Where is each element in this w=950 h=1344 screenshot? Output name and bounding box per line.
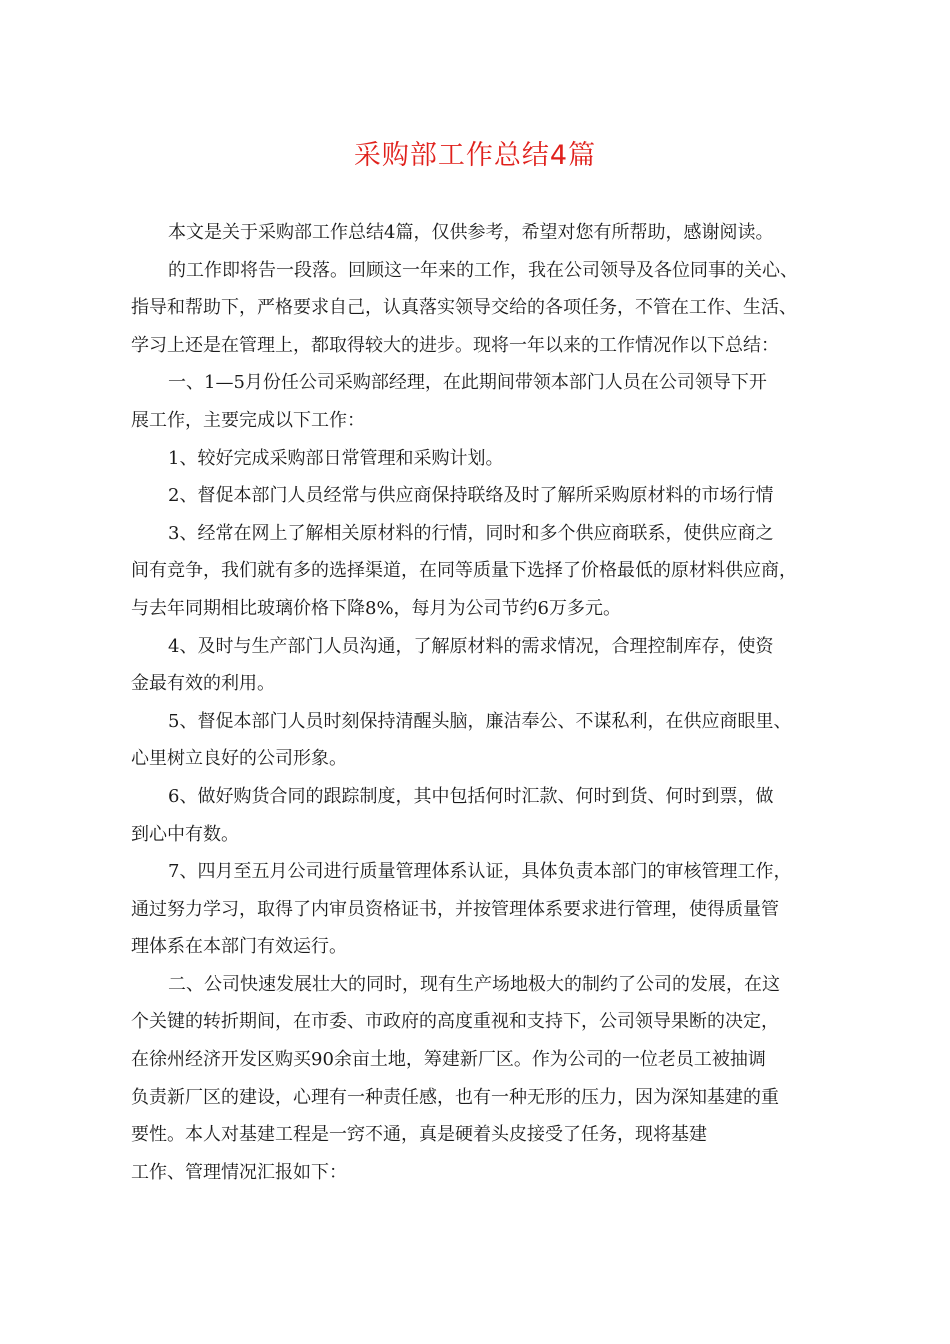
document-body bbox=[131, 214, 831, 1191]
body-line: 通过努力学习，取得了内审员资格证书，并按管理体系要求进行管理，使得质量管 bbox=[131, 898, 779, 920]
body-line: 3、经常在网上了解相关原材料的行情，同时和多个供应商联系，使供应商之 bbox=[168, 522, 774, 544]
body-line: 工作、管理情况汇报如下： bbox=[131, 1161, 347, 1183]
body-line: 5、督促本部门人员时刻保持清醒头脑，廉洁奉公、不谋私利，在供应商眼里、 bbox=[168, 710, 792, 732]
body-line: 在徐州经济开发区购买90余亩土地，筹建新厂区。作为公司的一位老员工被抽调 bbox=[131, 1049, 766, 1071]
body-line: 2、督促本部门人员经常与供应商保持联络及时了解所采购原材料的市场行情 bbox=[168, 485, 774, 507]
body-line: 一、1—5月份任公司采购部经理，在此期间带领本部门人员在公司领导下开 bbox=[168, 372, 767, 394]
body-line: 学习上还是在管理上，都取得较大的进步。现将一年以来的工作情况作以下总结： bbox=[131, 334, 779, 356]
body-line: 到心中有数。 bbox=[131, 823, 239, 845]
body-line: 负责新厂区的建设，心理有一种责任感，也有一种无形的压力，因为深知基建的重 bbox=[131, 1086, 779, 1108]
body-line: 二、公司快速发展壮大的同时，现有生产场地极大的制约了公司的发展，在这 bbox=[168, 973, 780, 995]
body-line: 指导和帮助下，严格要求自己，认真落实领导交给的各项任务，不管在工作、生活、 bbox=[131, 297, 797, 319]
body-line: 个关键的转折期间，在市委、市政府的高度重视和支持下，公司领导果断的决定， bbox=[131, 1011, 779, 1033]
body-line: 间有竞争，我们就有多的选择渠道，在同等质量下选择了价格最低的原材料供应商， bbox=[131, 560, 797, 582]
body-line: 金最有效的利用。 bbox=[131, 673, 275, 695]
body-line: 与去年同期相比玻璃价格下降8%，每月为公司节约6万多元。 bbox=[131, 597, 622, 619]
body-line: 7、四月至五月公司进行质量管理体系认证，具体负责本部门的审核管理工作， bbox=[168, 861, 792, 883]
body-line: 6、做好购货合同的跟踪制度，其中包括何时汇款、何时到货、何时到票，做 bbox=[168, 785, 774, 807]
body-line: 心里树立良好的公司形象。 bbox=[131, 748, 347, 770]
body-line: 本文是关于采购部工作总结4篇，仅供参考，希望对您有所帮助，感谢阅读。 bbox=[168, 222, 774, 243]
document-title: 采购部工作总结4篇 bbox=[353, 140, 597, 171]
body-line: 4、及时与生产部门人员沟通，了解原材料的需求情况，合理控制库存，使资 bbox=[168, 635, 774, 657]
body-line: 要性。本人对基建工程是一窍不通，真是硬着头皮接受了任务，现将基建 bbox=[131, 1124, 707, 1146]
body-line: 1、较好完成采购部日常管理和采购计划。 bbox=[168, 447, 504, 469]
body-line: 展工作，主要完成以下工作： bbox=[131, 409, 365, 431]
body-line: 理体系在本部门有效运行。 bbox=[131, 936, 347, 958]
body-line: 的工作即将告一段落。回顾这一年来的工作，我在公司领导及各位同事的关心、 bbox=[168, 259, 798, 281]
